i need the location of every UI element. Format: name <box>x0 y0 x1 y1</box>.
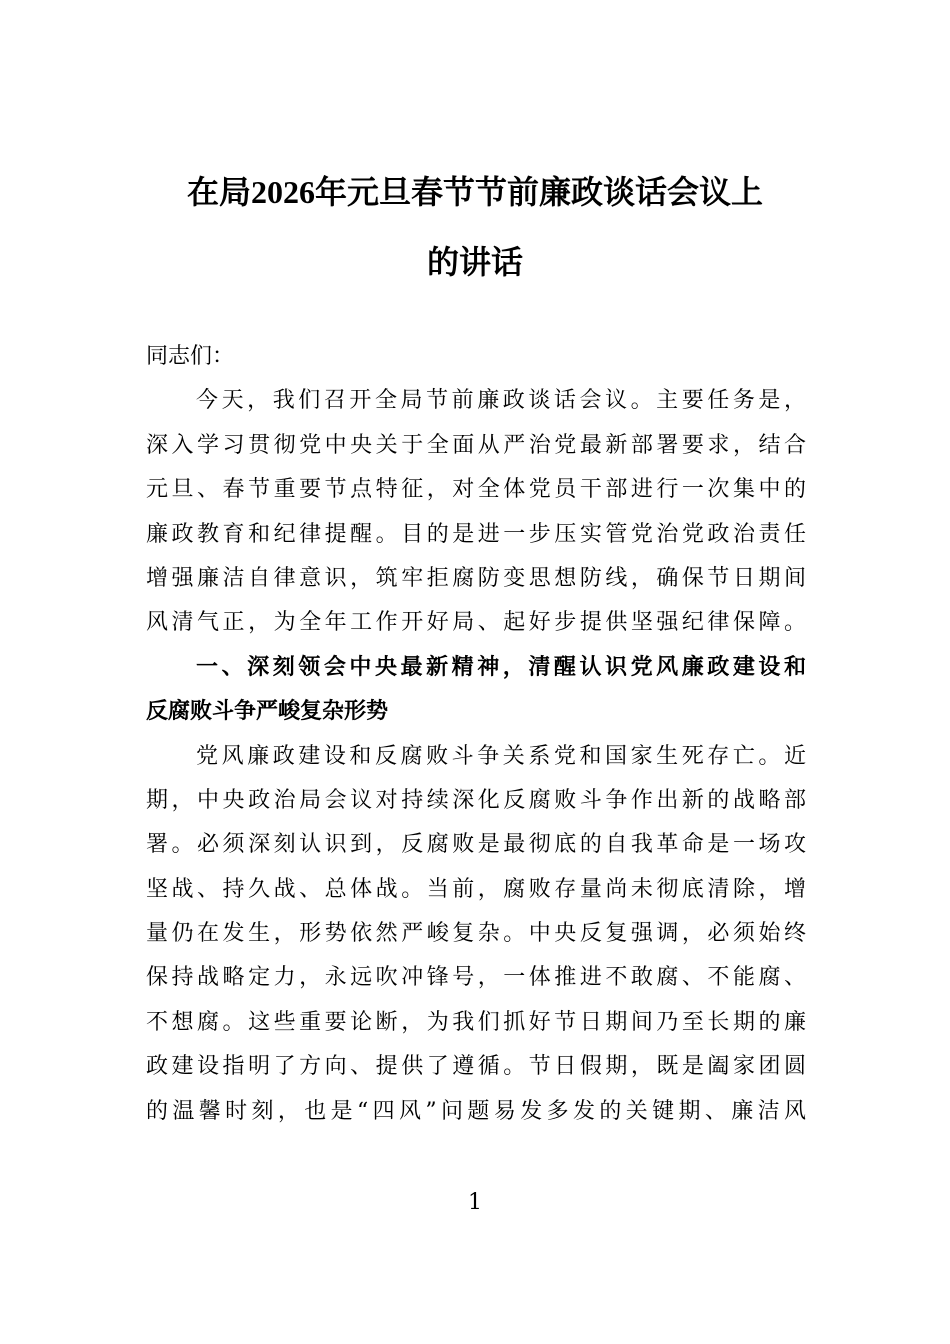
text-line: 署。必须深刻认识到，反腐败是最彻底的自我革命是一场攻 <box>146 832 806 858</box>
text-line: 期，中央政治局会议对持续深化反腐败斗争作出新的战略部 <box>146 787 806 813</box>
text-line: 党风廉政建设和反腐败斗争关系党和国家生死存亡。近 <box>196 743 806 769</box>
text-line: 今天，我们召开全局节前廉政谈话会议。主要任务是， <box>196 388 806 414</box>
text-line: 量仍在发生，形势依然严峻复杂。中央反复强调，必须始终 <box>146 921 806 947</box>
text-line: 廉政教育和纪律提醒。目的是进一步压实管党治党政治责任 <box>146 521 806 547</box>
text-line: 不想腐。这些重要论断，为我们抓好节日期间乃至长期的廉 <box>146 1009 806 1035</box>
paragraph-2 <box>146 735 806 1135</box>
paragraph-1 <box>146 379 806 645</box>
text-line: 坚战、持久战、总体战。当前，腐败存量尚未彻底清除，增 <box>146 876 806 902</box>
document-title-line-1: 在局2026年元旦春节节前廉政谈话会议上 <box>186 174 763 210</box>
text-line: 风清气正，为全年工作开好局、起好步提供坚强纪律保障。 <box>146 610 806 636</box>
text-line: 元旦、春节重要节点特征，对全体党员干部进行一次集中的 <box>146 477 806 503</box>
text-line: 深入学习贯彻党中央关于全面从严治党最新部署要求，结合 <box>146 432 806 458</box>
heading-line: 一、深刻领会中央最新精神，清醒认识党风廉政建设和 <box>196 654 806 680</box>
document-body <box>146 335 806 1134</box>
section-heading-1 <box>146 646 806 735</box>
salutation: 同志们： <box>146 344 235 369</box>
text-line: 政建设指明了方向、提供了遵循。节日假期，既是阖家团圆 <box>146 1054 806 1080</box>
page-number: 1 <box>468 1190 482 1215</box>
document-title-line-2: 的讲话 <box>426 244 523 280</box>
text-line: 保持战略定力，永远吹冲锋号，一体推进不敢腐、不能腐、 <box>146 965 806 991</box>
text-line: 的温馨时刻，也是“四风”问题易发多发的关键期、廉洁风 <box>146 1098 806 1124</box>
heading-line: 反腐败斗争严峻复杂形势 <box>146 699 389 725</box>
text-line: 增强廉洁自律意识，筑牢拒腐防变思想防线，确保节日期间 <box>146 565 806 591</box>
